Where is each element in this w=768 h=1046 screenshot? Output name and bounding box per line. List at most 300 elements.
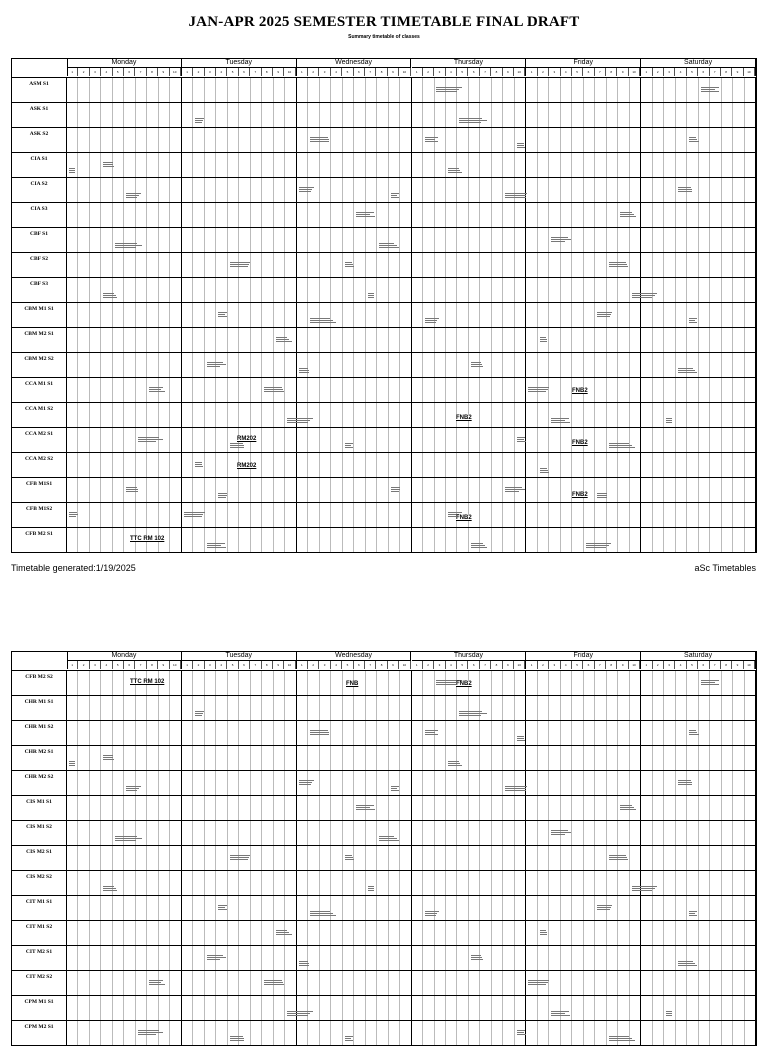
period-cell: [561, 846, 572, 870]
lesson-text-line: [149, 389, 160, 390]
period-cell: [389, 453, 400, 477]
period-cell: [113, 696, 124, 720]
period-cell: [446, 303, 457, 327]
period-cell: [526, 746, 537, 770]
period-cell: [641, 78, 652, 102]
period-cell: [377, 921, 388, 945]
period-cell: [664, 378, 675, 402]
day-name: Thursday: [412, 59, 526, 68]
room-label: FNB2: [456, 415, 472, 421]
period-cell: [526, 996, 537, 1020]
period-cell: [710, 821, 721, 845]
period-cell: [366, 771, 377, 795]
period-cell: [412, 153, 423, 177]
period-number: 10: [744, 68, 755, 76]
period-cell: [297, 846, 308, 870]
period-cell: [641, 153, 652, 177]
period-cell: [400, 503, 411, 527]
period-cell: [630, 771, 641, 795]
period-cell: [618, 378, 629, 402]
period-cell: [136, 153, 147, 177]
room-label: FNB2: [456, 515, 472, 521]
lesson-block: [678, 186, 700, 193]
class-label: CFB M1S1: [12, 478, 67, 502]
period-cell: [193, 228, 204, 252]
lesson-text-line: [207, 545, 221, 546]
period-cell: [699, 821, 710, 845]
period-cell: [377, 996, 388, 1020]
period-cell: [216, 278, 227, 302]
lesson-text-line: [368, 890, 374, 891]
lesson-text-line: [609, 1040, 635, 1041]
period-cell: [492, 746, 503, 770]
period-cell: [377, 353, 388, 377]
period-cell: [699, 921, 710, 945]
period-cell: [343, 528, 354, 552]
period-cell: [262, 228, 273, 252]
period-number: 8: [491, 661, 502, 669]
period-cell: [354, 921, 365, 945]
lesson-text-line: [379, 838, 397, 839]
lesson-block: [505, 785, 527, 792]
period-cell: [147, 821, 158, 845]
period-cell: [722, 896, 733, 920]
period-cell: [170, 503, 181, 527]
lesson-text-line: [126, 195, 138, 196]
period-cell: [389, 971, 400, 995]
lesson-block: [345, 442, 355, 449]
period-number: 3: [664, 661, 675, 669]
lesson-text-line: [310, 322, 336, 323]
class-label: CFB M2 S1: [12, 528, 67, 552]
period-cell: [722, 503, 733, 527]
period-cell: [308, 528, 319, 552]
class-row: [12, 996, 756, 1021]
period-cell: [641, 721, 652, 745]
period-cell: [469, 453, 480, 477]
period-cell: [182, 278, 193, 302]
lesson-text-line: [287, 420, 310, 421]
period-cell: [331, 328, 342, 352]
period-cell: [228, 671, 239, 695]
period-cell: [239, 478, 250, 502]
lesson-text-line: [126, 788, 138, 789]
period-cell: [710, 896, 721, 920]
period-cell: [124, 996, 135, 1020]
period-cell: [584, 453, 595, 477]
period-cell: [297, 378, 308, 402]
class-label: CBF S3: [12, 278, 67, 302]
lesson-text-line: [609, 1036, 629, 1037]
period-cell: [228, 503, 239, 527]
period-cell: [228, 353, 239, 377]
period-cell: [630, 178, 641, 202]
lesson-text-line: [218, 495, 226, 496]
period-cell: [446, 996, 457, 1020]
period-cells: [67, 746, 756, 770]
period-cell: [492, 721, 503, 745]
period-cell: [182, 203, 193, 227]
period-number: 1: [641, 661, 652, 669]
period-cell: [124, 453, 135, 477]
period-cell: [193, 128, 204, 152]
lesson-text-line: [126, 790, 137, 791]
period-cell: [526, 721, 537, 745]
lesson-text-line: [701, 89, 715, 90]
period-cell: [607, 796, 618, 820]
lesson-text-line: [195, 715, 201, 716]
period-cell: [641, 946, 652, 970]
period-cell: [159, 253, 170, 277]
period-cell: [435, 971, 446, 995]
period-cell: [205, 103, 216, 127]
period-number: 8: [262, 661, 273, 669]
period-cell: [343, 353, 354, 377]
period-cell: [469, 303, 480, 327]
class-row: [12, 103, 756, 128]
lesson-text-line: [264, 980, 282, 981]
day-header-row: [12, 59, 756, 78]
period-cell: [549, 696, 560, 720]
period-cell: [262, 746, 273, 770]
lesson-block: [505, 192, 527, 199]
period-cell: [228, 996, 239, 1020]
period-cell: [538, 478, 549, 502]
period-cell: [457, 178, 468, 202]
period-cell: [412, 228, 423, 252]
period-cell: [193, 896, 204, 920]
period-cell: [515, 996, 526, 1020]
period-cell: [412, 428, 423, 452]
period-cell: [262, 453, 273, 477]
period-cell: [630, 78, 641, 102]
period-cell: [607, 746, 618, 770]
period-cell: [366, 78, 377, 102]
lesson-block: [678, 960, 700, 967]
period-cell: [480, 278, 491, 302]
period-cell: [136, 871, 147, 895]
period-cell: [343, 178, 354, 202]
period-cell: [124, 253, 135, 277]
period-cell: [492, 771, 503, 795]
lesson-text-line: [551, 237, 567, 238]
lesson-block: [287, 417, 315, 424]
period-cell: [584, 771, 595, 795]
page-title: JAN-APR 2025 SEMESTER TIMETABLE FINAL DRAFT: [188, 14, 580, 30]
period-cell: [331, 153, 342, 177]
period-number: 5: [457, 68, 468, 76]
period-cell: [101, 528, 112, 552]
period-cell: [216, 453, 227, 477]
period-cell: [653, 378, 664, 402]
lesson-text-line: [264, 982, 282, 983]
period-number: 8: [721, 68, 732, 76]
period-cell: [412, 503, 423, 527]
lesson-text-line: [620, 809, 636, 810]
period-number: 3: [205, 661, 216, 669]
period-cell: [90, 896, 101, 920]
period-cell: [469, 78, 480, 102]
period-cell: [630, 328, 641, 352]
lesson-block: [597, 311, 613, 318]
class-label: CIT M1 S1: [12, 896, 67, 920]
period-cell: [469, 996, 480, 1020]
lesson-text-line: [138, 439, 163, 440]
period-cell: [90, 721, 101, 745]
period-cell: [492, 303, 503, 327]
lesson-text-line: [689, 137, 696, 138]
lesson-block: [195, 117, 205, 124]
period-cell: [90, 821, 101, 845]
period-cell: [435, 278, 446, 302]
period-cell: [297, 671, 308, 695]
period-cell: [78, 696, 89, 720]
period-cell: [78, 303, 89, 327]
period-cell: [676, 378, 687, 402]
period-cell: [630, 821, 641, 845]
period-cell: [435, 103, 446, 127]
lesson-text-line: [609, 859, 628, 860]
room-label: TTC RM 102: [130, 679, 165, 685]
period-cell: [733, 378, 744, 402]
period-cell: [193, 671, 204, 695]
period-cell: [400, 821, 411, 845]
lesson-text-line: [505, 487, 521, 488]
period-cell: [572, 871, 583, 895]
lesson-text-line: [471, 957, 482, 958]
lesson-block: [345, 854, 355, 861]
room-label: FNB2: [572, 492, 588, 498]
period-number: 9: [503, 68, 514, 76]
period-cell: [492, 253, 503, 277]
period-number: 7: [250, 661, 261, 669]
period-cell: [435, 228, 446, 252]
period-cell: [653, 103, 664, 127]
period-cell: [389, 153, 400, 177]
period-cell: [320, 946, 331, 970]
period-cell: [538, 1021, 549, 1045]
period-cell: [515, 453, 526, 477]
period-cell: [216, 178, 227, 202]
period-cell: [170, 228, 181, 252]
period-cell: [400, 746, 411, 770]
period-cell: [308, 696, 319, 720]
period-cell: [492, 971, 503, 995]
period-cell: [331, 78, 342, 102]
period-cell: [595, 971, 606, 995]
period-cell: [193, 403, 204, 427]
lesson-text-line: [195, 120, 203, 121]
period-cell: [457, 721, 468, 745]
period-cell: [205, 721, 216, 745]
period-cell: [377, 328, 388, 352]
period-cell: [354, 971, 365, 995]
period-cell: [733, 478, 744, 502]
period-cell: [389, 996, 400, 1020]
period-cell: [400, 178, 411, 202]
period-cell: [308, 103, 319, 127]
period-cell: [67, 946, 78, 970]
period-cell: [320, 796, 331, 820]
period-cell: [159, 278, 170, 302]
period-cell: [147, 503, 158, 527]
lesson-block: [207, 954, 229, 961]
period-cell: [722, 128, 733, 152]
period-cell: [699, 103, 710, 127]
period-cell: [676, 103, 687, 127]
period-cell: [641, 353, 652, 377]
period-cell: [676, 128, 687, 152]
period-cell: [572, 103, 583, 127]
period-cell: [722, 696, 733, 720]
period-cell: [572, 503, 583, 527]
period-cell: [722, 428, 733, 452]
period-cell: [595, 696, 606, 720]
period-cell: [159, 353, 170, 377]
period-cell: [710, 996, 721, 1020]
period-cell: [320, 103, 331, 127]
period-cell: [699, 403, 710, 427]
period-cell: [676, 896, 687, 920]
period-cell: [584, 946, 595, 970]
period-cell: [412, 178, 423, 202]
lesson-text-line: [517, 147, 525, 148]
period-cell: [722, 228, 733, 252]
period-number: 9: [158, 661, 169, 669]
lesson-text-line: [678, 780, 692, 781]
period-cell: [239, 771, 250, 795]
period-cell: [584, 971, 595, 995]
period-cell: [354, 178, 365, 202]
period-cell: [193, 528, 204, 552]
period-cell: [653, 821, 664, 845]
period-cell: [745, 228, 756, 252]
period-cell: [630, 403, 641, 427]
period-cell: [205, 846, 216, 870]
period-cell: [251, 303, 262, 327]
lesson-text-line: [551, 422, 570, 423]
period-cell: [136, 303, 147, 327]
period-cell: [239, 378, 250, 402]
period-cell: [90, 846, 101, 870]
period-cell: [538, 303, 549, 327]
period-cell: [366, 103, 377, 127]
period-cell: [113, 796, 124, 820]
period-cell: [676, 921, 687, 945]
period-cell: [308, 78, 319, 102]
period-cell: [538, 721, 549, 745]
period-cell: [308, 153, 319, 177]
lesson-text-line: [299, 368, 309, 369]
period-cell: [607, 946, 618, 970]
period-cell: [274, 403, 285, 427]
period-cell: [607, 403, 618, 427]
period-cell: [630, 153, 641, 177]
period-cell: [170, 103, 181, 127]
period-cell: [653, 796, 664, 820]
period-cell: [228, 821, 239, 845]
period-number: 2: [423, 68, 434, 76]
period-cell: [641, 128, 652, 152]
period-cell: [687, 528, 698, 552]
period-cell: [745, 378, 756, 402]
period-cell: [147, 128, 158, 152]
class-row: [12, 378, 756, 403]
period-cell: [239, 996, 250, 1020]
period-cell: [503, 671, 514, 695]
period-cell: [78, 796, 89, 820]
period-cell: [618, 721, 629, 745]
period-cell: [343, 203, 354, 227]
lesson-text-line: [276, 934, 292, 935]
period-cell: [653, 478, 664, 502]
period-cell: [377, 253, 388, 277]
period-cell: [561, 921, 572, 945]
period-cell: [492, 846, 503, 870]
period-cell: [78, 378, 89, 402]
period-cell: [308, 971, 319, 995]
lesson-text-line: [69, 761, 75, 762]
period-cell: [113, 403, 124, 427]
period-cell: [687, 228, 698, 252]
period-cells: [67, 253, 756, 277]
period-cell: [653, 503, 664, 527]
period-number: 7: [135, 68, 146, 76]
period-cell: [595, 796, 606, 820]
period-cell: [676, 478, 687, 502]
period-cell: [733, 796, 744, 820]
lesson-text-line: [448, 168, 459, 169]
lesson-block: [701, 86, 723, 93]
period-cell: [423, 821, 434, 845]
period-cell: [699, 478, 710, 502]
period-cell: [653, 996, 664, 1020]
period-cell: [549, 921, 560, 945]
period-cell: [538, 996, 549, 1020]
period-cell: [480, 178, 491, 202]
period-cell: [607, 128, 618, 152]
period-cell: [262, 403, 273, 427]
class-row: [12, 303, 756, 328]
period-cell: [262, 103, 273, 127]
period-cell: [170, 871, 181, 895]
period-cell: [480, 921, 491, 945]
period-cells: [67, 996, 756, 1020]
period-cell: [710, 846, 721, 870]
period-cell: [710, 278, 721, 302]
period-cell: [262, 821, 273, 845]
period-cell: [446, 846, 457, 870]
lesson-block: [632, 292, 660, 299]
period-cell: [745, 328, 756, 352]
period-cell: [469, 228, 480, 252]
lesson-text-line: [517, 740, 525, 741]
period-cell: [584, 203, 595, 227]
period-cell: [216, 921, 227, 945]
period-cell: [676, 453, 687, 477]
lesson-text-line: [666, 1013, 672, 1014]
period-cell: [101, 178, 112, 202]
period-cell: [618, 821, 629, 845]
period-cell: [216, 103, 227, 127]
lesson-text-line: [471, 959, 483, 960]
period-cell: [285, 771, 296, 795]
lesson-text-line: [299, 963, 309, 964]
period-cell: [503, 746, 514, 770]
period-cell: [526, 896, 537, 920]
period-number: 1: [67, 661, 78, 669]
period-cell: [699, 178, 710, 202]
